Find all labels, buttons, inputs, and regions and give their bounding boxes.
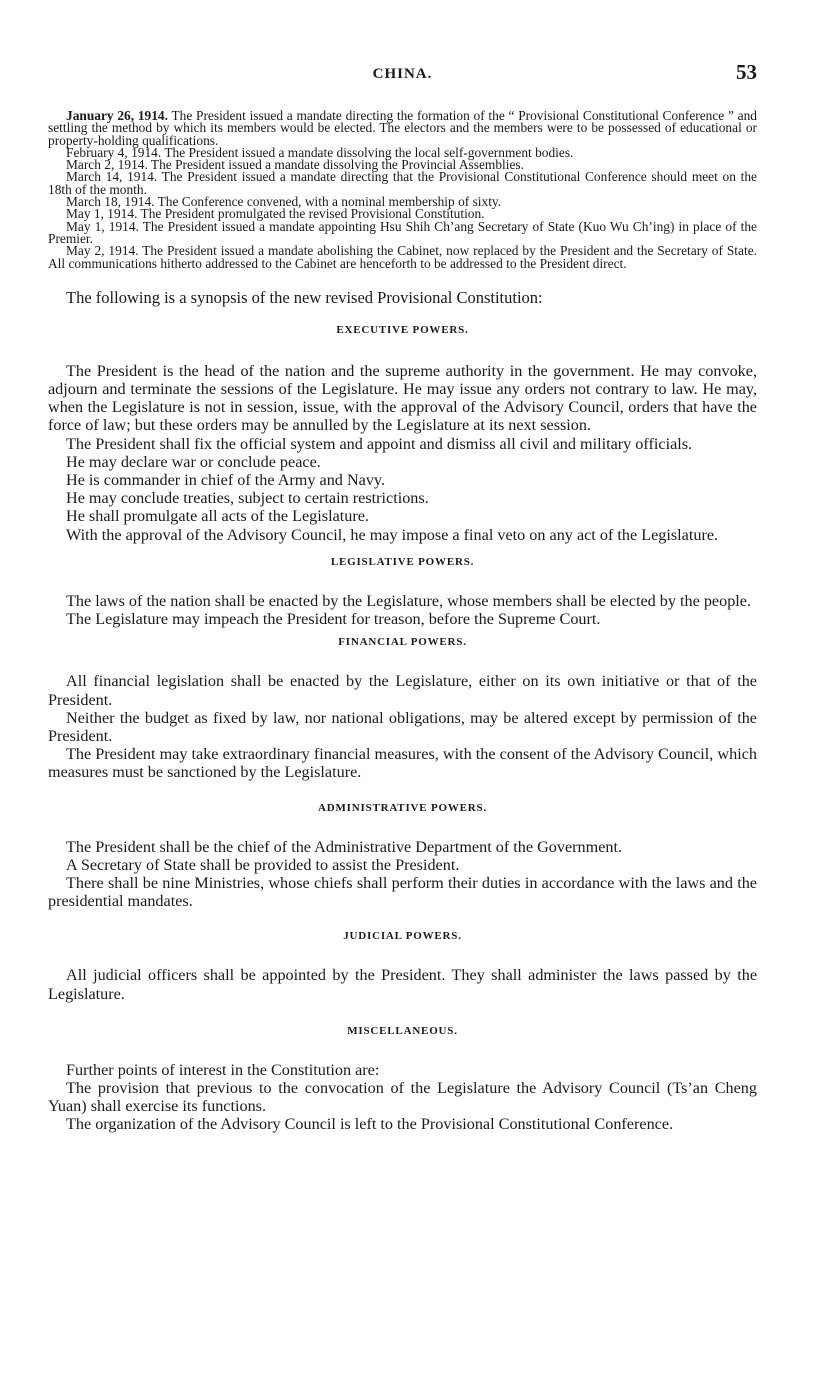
entry-text: The President issued a mandate directing that the Provisional Constitutional Conference should meet on the 18th of the month. — [48, 169, 757, 197]
entry-date: March 14, 1914. — [66, 169, 158, 185]
entry-text: The Conference convened, with a nominal membership of sixty. — [154, 194, 502, 210]
section-financial-powers — [48, 672, 757, 781]
paragraph: The organization of the Advisory Council is left to the Provisional Constitutional Conference. — [66, 1115, 674, 1134]
entry-date: May 1, 1914. — [66, 206, 138, 222]
paragraph: The Legislature may impeach the President for treason, before the Supreme Court. — [66, 610, 601, 629]
heading-executive-powers: EXECUTIVE POWERS. — [336, 323, 469, 336]
heading-legislative-powers: LEGISLATIVE POWERS. — [330, 555, 475, 568]
chronology-entry — [48, 110, 757, 147]
page-header — [48, 60, 757, 90]
entry-date: March 2, 1914. — [66, 157, 148, 173]
paragraph: The laws of the nation shall be enacted by the Legislature, whose members shall be elected by the people. — [66, 591, 752, 610]
entry-date: May 2, 1914. — [66, 243, 139, 259]
paragraph: He shall promulgate all acts of the Legislature. — [66, 507, 369, 526]
chronology-list — [48, 110, 757, 270]
section-executive-powers — [48, 362, 757, 544]
paragraph: The President shall fix the official system and appoint and dismiss all civil and military officials. — [66, 434, 693, 453]
chronology-entry — [48, 171, 757, 196]
section-judicial-powers — [48, 966, 757, 1002]
paragraph: He is commander in chief of the Army and Navy. — [66, 471, 386, 490]
paragraph: The President may take extraordinary financial measures, with the consent of the Advisory Council, which measures must be sanctioned by the Legislature. — [48, 745, 757, 782]
section-miscellaneous — [48, 1061, 757, 1134]
running-title: CHINA. — [372, 66, 433, 82]
entry-text: The President issued a mandate abolishing the Cabinet, now replaced by the President and the Secretary of State. All communications hitherto addressed to the Cabinet are henceforth to be addressed to the President direct. — [48, 243, 757, 271]
chronology-entry — [48, 218, 757, 246]
heading-judicial-powers: JUDICIAL POWERS. — [343, 930, 462, 943]
paragraph: Further points of interest in the Constitution are: — [66, 1060, 380, 1079]
section-legislative-powers — [48, 592, 757, 628]
entry-date: January 26, 1914. — [66, 108, 168, 123]
heading-financial-powers: FINANCIAL POWERS. — [338, 636, 467, 649]
heading-administrative-powers: ADMINISTRATIVE POWERS. — [318, 801, 487, 814]
entry-text: The President issued a mandate appointing Hsu Shih Ch’ang Secretary of State (Kuo Wu Ch’ing) in place of the Premier. — [48, 218, 757, 246]
entry-date: May 1, 1914. — [66, 218, 139, 234]
entry-date: February 4, 1914. — [66, 144, 162, 160]
paragraph: The President is the head of the nation and the supreme authority in the government. He may convoke, adjourn and terminate the sessions of the Legislature. He may issue any orders not contrary to law. He may, when the Legislature is not in session, issue, with the approval of the Advisory Council, orders that have the force of law; but these orders may be annulled by the Legislature at its next session. — [48, 361, 757, 435]
paragraph: There shall be nine Ministries, whose chiefs shall perform their duties in accordance with the laws and the presidential mandates. — [48, 873, 757, 911]
entry-text: The President issued a mandate directing the formation of the “ Provisional Constitutional Conference ” and settling the method by which its members would be elected. The electors and the members were to be possessed of educational or property-holding qualifications. — [48, 108, 758, 148]
paragraph: All judicial officers shall be appointed by the President. They shall administer the laws passed by the Legislature. — [48, 966, 757, 1003]
paragraph: The provision that previous to the convocation of the Legislature the Advisory Council (Ts’an Cheng Yuan) shall exercise its functions. — [48, 1078, 757, 1116]
paragraph: He may declare war or conclude peace. — [66, 452, 321, 471]
paragraph: He may conclude treaties, subject to certain restrictions. — [66, 489, 429, 508]
page-number: 53 — [736, 60, 757, 84]
entry-date: March 18, 1914. — [66, 194, 155, 210]
heading-miscellaneous: MISCELLANEOUS. — [347, 1024, 458, 1037]
paragraph: A Secretary of State shall be provided to assist the President. — [66, 855, 460, 874]
paragraph: The President shall be the chief of the Administrative Department of the Government. — [66, 837, 623, 856]
paragraph: All financial legislation shall be enacted by the Legislature, either on its own initiative or that of the President. — [48, 672, 757, 709]
entry-text: The President promulgated the revised Provisional Constitution. — [137, 206, 485, 222]
chronology-entry — [48, 245, 757, 270]
paragraph: Neither the budget as fixed by law, nor national obligations, may be altered except by permission of the President. — [48, 708, 757, 745]
entry-text: The President issued a mandate dissolving the Provincial Assemblies. — [147, 157, 524, 173]
section-administrative-powers — [48, 838, 757, 911]
entry-text: The President issued a mandate dissolving the local self-government bodies. — [161, 144, 574, 160]
synopsis-intro: The following is a synopsis of the new revised Provisional Constitution: — [66, 287, 543, 307]
paragraph: With the approval of the Advisory Council, he may impose a final veto on any act of the Legislature. — [66, 525, 719, 544]
